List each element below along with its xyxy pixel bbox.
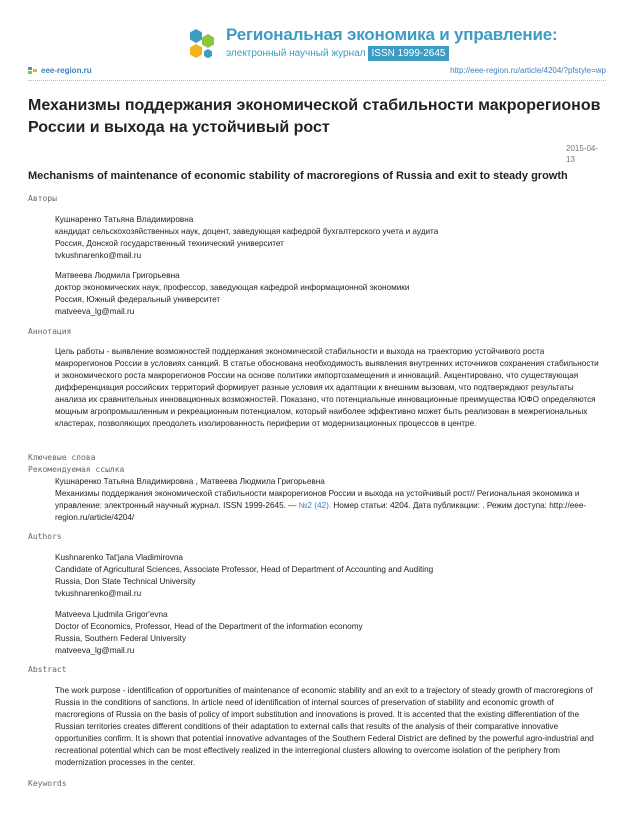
author-en-2 [55,609,605,657]
author-ru-2 [55,270,605,318]
author-email: tvkushnarenko@mail.ru [55,251,142,260]
article-title-ru: Механизмы поддержания экономической стабильности макрорегионов России и выхода на устойчивый рост [28,97,601,136]
article-title-en: Mechanisms of maintenance of economic stability of macroregions of Russia and exit to steady growth [28,170,568,182]
author-position: Doctor of Economics, Professor, Head of the Department of the information economy [55,622,363,631]
section-label-abstract-ru: Аннотация [28,327,72,336]
divider [28,80,606,81]
site-logo-icon [28,67,38,75]
journal-subtitle: электронный научный журнал [226,48,366,59]
author-position: Candidate of Agricultural Sciences, Associate Professor, Head of Department of Accounting and Auditing [55,565,434,574]
author-name: Матвеева Людмила Григорьевна [55,271,180,280]
author-org: Russia, Don State Technical University [55,577,196,586]
citation-authors: Кушнаренко Татьяна Владимировна , Матвеева Людмила Григорьевна [55,477,325,486]
citation-text-before: Механизмы поддержания экономической стабильности макрорегионов России и выхода на устойчивый рост// Региональная экономика и управление: электронный научный журнал. ISSN 1999-2645. — [55,489,580,510]
author-name: Кушнаренко Татьяна Владимировна [55,215,194,224]
section-label-authors-en: Authors [28,532,62,541]
date-line-1: 2015-04- [566,144,599,153]
site-link-label: eee-region.ru [41,66,92,75]
author-en-1 [55,552,605,600]
abstract-en: The work purpose - identification of opportunities of maintenance of economic stability and an exit to a trajectory of steady growth of macroregions of Russia in the conditions of sanctions. In article need of identification of internal sources of preservation of stability and economic growth of macroregions of Russia on the basis of policy of import substitution and innovations is proved. It is accented that the existing differentiation of the Russian territories creates different conditions of their adaptation to external calls that results of the analysis of their comparative innovative opportunities confirm. It is shown that potential innovative advantages of the Southern Federal District are defined by the powerful agro-industrial and recreational potential which can be most effectively realized in the interregional clusters allowing to overcome isolation of the periphery from modernization processes in the center. [55,686,594,767]
author-email: matveeva_lg@mail.ru [55,307,135,316]
journal-banner [0,0,634,64]
citation-text [55,488,603,524]
author-name: Matveeva Ljudmila Grigor'evna [55,610,168,619]
section-label-keywords-en: Keywords [28,779,67,788]
section-label-keywords-ru: Ключевые слова [28,453,96,462]
article-url-link[interactable]: http://eee-region.ru/article/4204/?pfstyle=wp [450,66,606,75]
author-org: Russia, Southern Federal University [55,634,187,643]
issn-badge: ISSN 1999-2645 [368,46,449,61]
author-org: Россия, Южный федеральный университет [55,295,221,304]
section-label-abstract-en: Abstract [28,665,67,674]
citation-text-after: Номер статьи: 4204. Дата публикации: . Режим доступа: http://eee-region.ru/article/4204/ [55,501,587,522]
author-org: Россия, Донской государственный технический университет [55,239,284,248]
publication-date [566,143,606,165]
section-label-authors-ru: Авторы [28,194,57,203]
author-position: кандидат сельскохозяйственных наук, доцент, заведующая кафедрой бухгалтерского учета и аудита [55,227,439,236]
issue-link[interactable]: №2 (42). [298,501,332,510]
top-link-bar [28,66,606,80]
section-label-citation: Рекомендуемая ссылка [28,465,125,474]
site-home-link[interactable] [28,66,92,75]
journal-title: Региональная экономика и управление: [226,25,558,44]
abstract-ru: Цель работы - выявление возможностей поддержания экономической стабильности и выхода на траекторию устойчивого роста макрорегионов России в условиях санкций. В статье обоснована необходимость выявления внутренних источников сохранения стабильности и экономического роста макрорегионов России на основе политики импортозамещения и инноваций. Акцентировано, что существующая дифференциация российских территорий формирует разные условия их адаптации к внешним вызовам, что подтверждают результаты анализа их сравнительных инновационных возможностей. Показано, что потенциальные инновационные преимущества ЮФО определяются мощным агропромышленным и рекреационным потенциалом, который наиболее эффективно может быть реализован в межрегиональных кластерах, позволяющих преодолеть изолированность периферии от модернизационных процессов в центре. [55,347,599,428]
author-email: matveeva_lg@mail.ru [55,646,135,655]
date-line-2: 13 [566,155,575,164]
author-position: доктор экономических наук, профессор, заведующая кафедрой информационной экономики [55,283,410,292]
author-name: Kushnarenko Tat'jana Vladimirovna [55,553,183,562]
journal-logo-icon [186,28,218,60]
author-ru-1 [55,214,605,262]
author-email: tvkushnarenko@mail.ru [55,589,142,598]
citation-block [55,476,603,524]
